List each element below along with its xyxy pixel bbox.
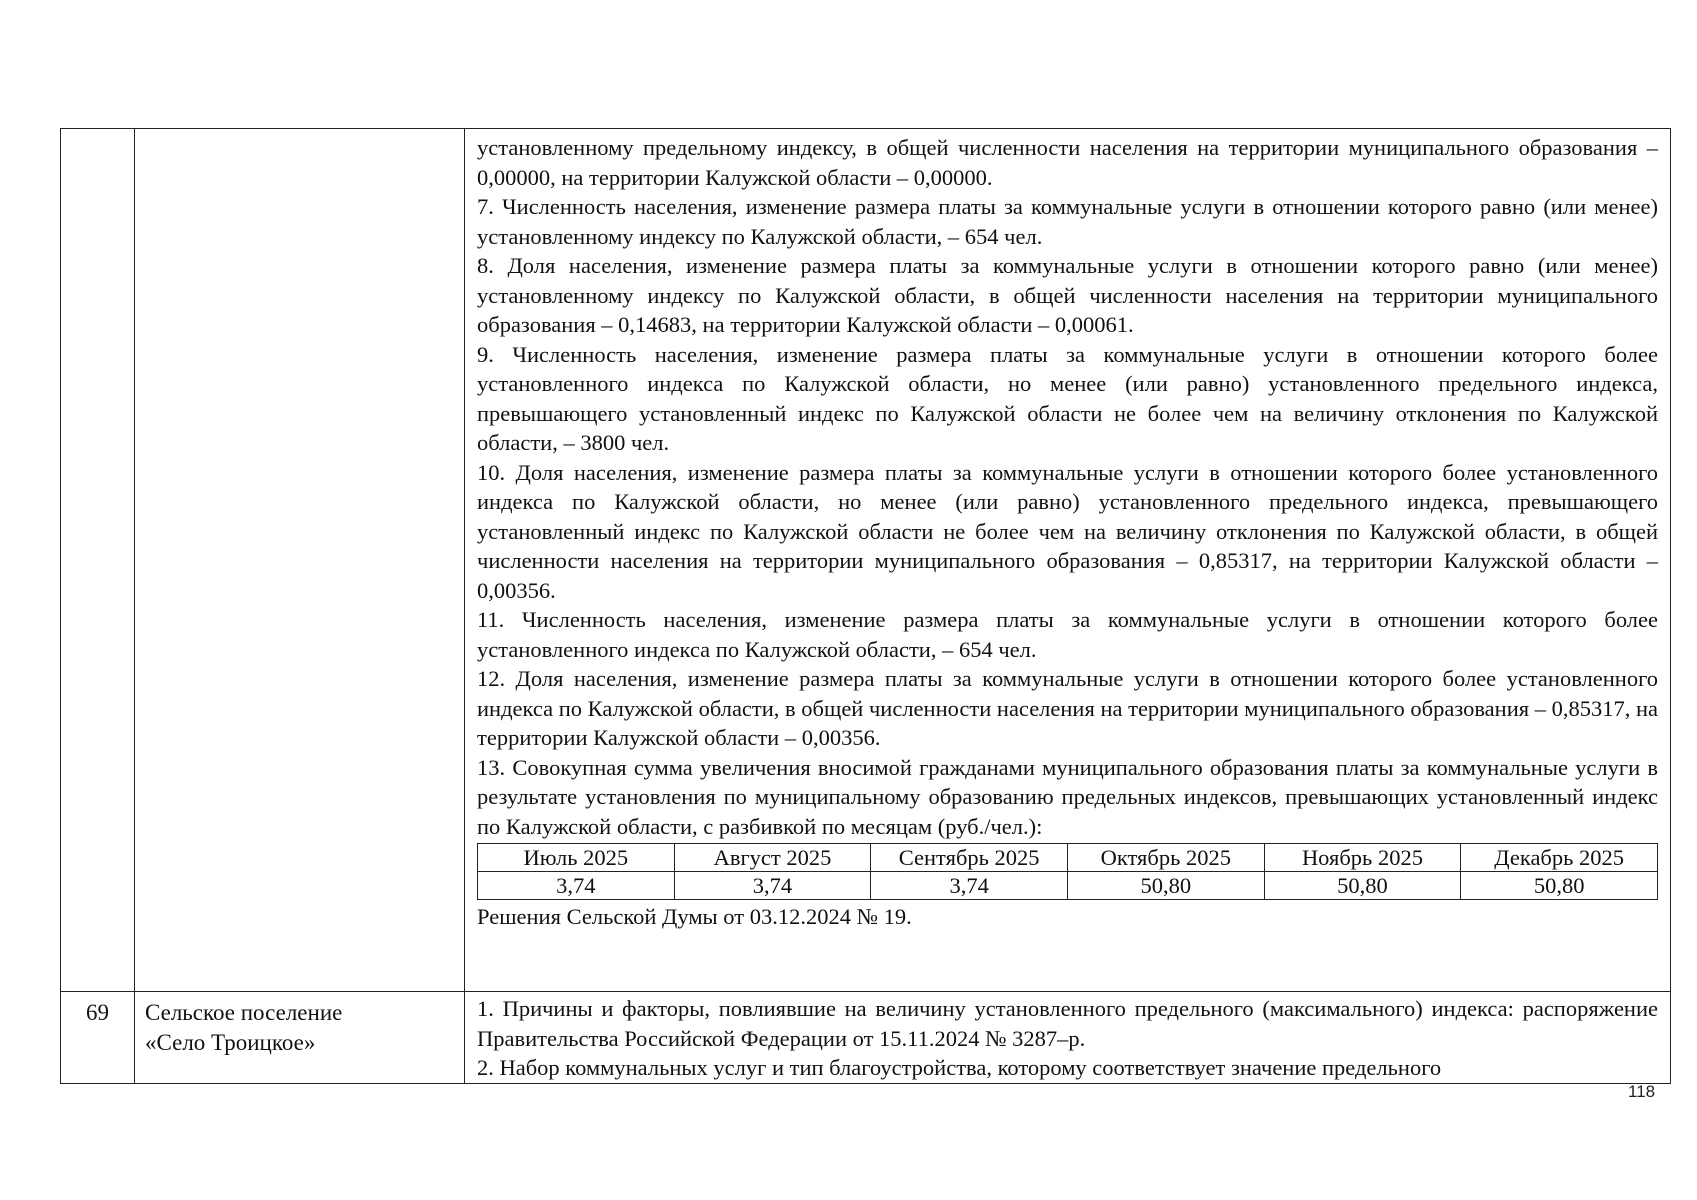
paragraph-11: 11. Численность населения, изменение размера платы за коммунальные услуги в отношении которого более установленного индекса по Калужской области, – 654 чел. xyxy=(477,607,1658,662)
row69-paragraph-2: 2. Набор коммунальных услуг и тип благоустройства, которому соответствует значение предельного xyxy=(477,1055,1442,1080)
document-table xyxy=(60,128,1671,1084)
month-header: Декабрь 2025 xyxy=(1461,844,1658,872)
row-number-cell xyxy=(61,992,135,1084)
monthly-amounts-table xyxy=(477,843,1658,900)
municipality-name-line2: «Село Троицкое» xyxy=(145,1030,316,1055)
months-header-row xyxy=(478,844,1658,872)
months-values-row xyxy=(478,872,1658,900)
month-value: 50,80 xyxy=(1067,872,1264,900)
number-cell-empty xyxy=(61,129,135,992)
decision-reference: Решения Сельской Думы от 03.12.2024 № 19. xyxy=(477,904,912,929)
month-header: Сентябрь 2025 xyxy=(871,844,1068,872)
paragraph-7: 7. Численность населения, изменение размера платы за коммунальные услуги в отношении которого равно (или менее) установленному индексу по Калужской области, – 654 чел. xyxy=(477,194,1658,249)
month-value: 3,74 xyxy=(478,872,675,900)
municipality-name-line1: Сельское поселение xyxy=(145,1000,343,1025)
municipality-name-cell xyxy=(135,992,465,1084)
table-row-69 xyxy=(61,992,1671,1084)
row-number: 69 xyxy=(86,1000,109,1025)
row69-paragraph-1: 1. Причины и факторы, повлиявшие на величину установленного предельного (максимального) индекса: распоряжение Правительства Российской Федерации от 15.11.2024 № 3287–р. xyxy=(477,996,1658,1051)
month-header: Июль 2025 xyxy=(478,844,675,872)
paragraph-8: 8. Доля населения, изменение размера платы за коммунальные услуги в отношении которого равно (или менее) установленному индексу по Калужской области, в общей численности населения на территории муниципального образования – 0,14683, на территории Калужской области – 0,00061. xyxy=(477,253,1658,337)
paragraph-6-tail: установленному предельному индексу, в общей численности населения на территории муниципального образования – 0,00000, на территории Калужской области – 0,00000. xyxy=(477,135,1658,190)
month-value: 50,80 xyxy=(1461,872,1658,900)
description-cell xyxy=(465,129,1671,992)
month-value: 3,74 xyxy=(871,872,1068,900)
paragraph-10: 10. Доля населения, изменение размера платы за коммунальные услуги в отношении которого более установленного индекса по Калужской области, но менее (или равно) установленного предельного индекса, превышающего установленный индекс по Калужской области не более чем на величину отклонения по Калужской области, в общей численности населения на территории муниципального образования – 0,85317, на территории Калужской области – 0,00356. xyxy=(477,459,1658,603)
paragraph-9: 9. Численность населения, изменение размера платы за коммунальные услуги в отношении которого более установленного индекса по Калужской области, но менее (или равно) установленного предельного индекса, превышающего установленный индекс по Калужской области не более чем на величину отклонения по Калужской области, – 3800 чел. xyxy=(477,341,1658,455)
paragraph-13: 13. Совокупная сумма увеличения вносимой гражданами муниципального образования платы за коммунальные услуги в результате установления по муниципальному образованию предельных индексов, превышающих установленный индекс по Калужской области, с разбивкой по месяцам (руб./чел.): xyxy=(477,754,1658,839)
month-header: Ноябрь 2025 xyxy=(1264,844,1461,872)
month-header: Октябрь 2025 xyxy=(1067,844,1264,872)
month-value: 3,74 xyxy=(674,872,871,900)
table-row-continuation xyxy=(61,129,1671,992)
paragraph-12: 12. Доля населения, изменение размера платы за коммунальные услуги в отношении которого более установленного индекса по Калужской области, в общей численности населения на территории муниципального образования – 0,85317, на территории Калужской области – 0,00356. xyxy=(477,666,1658,750)
page-number: 118 xyxy=(1628,1082,1656,1101)
name-cell-empty xyxy=(135,129,465,992)
description-cell-69 xyxy=(465,992,1671,1084)
month-value: 50,80 xyxy=(1264,872,1461,900)
month-header: Август 2025 xyxy=(674,844,871,872)
